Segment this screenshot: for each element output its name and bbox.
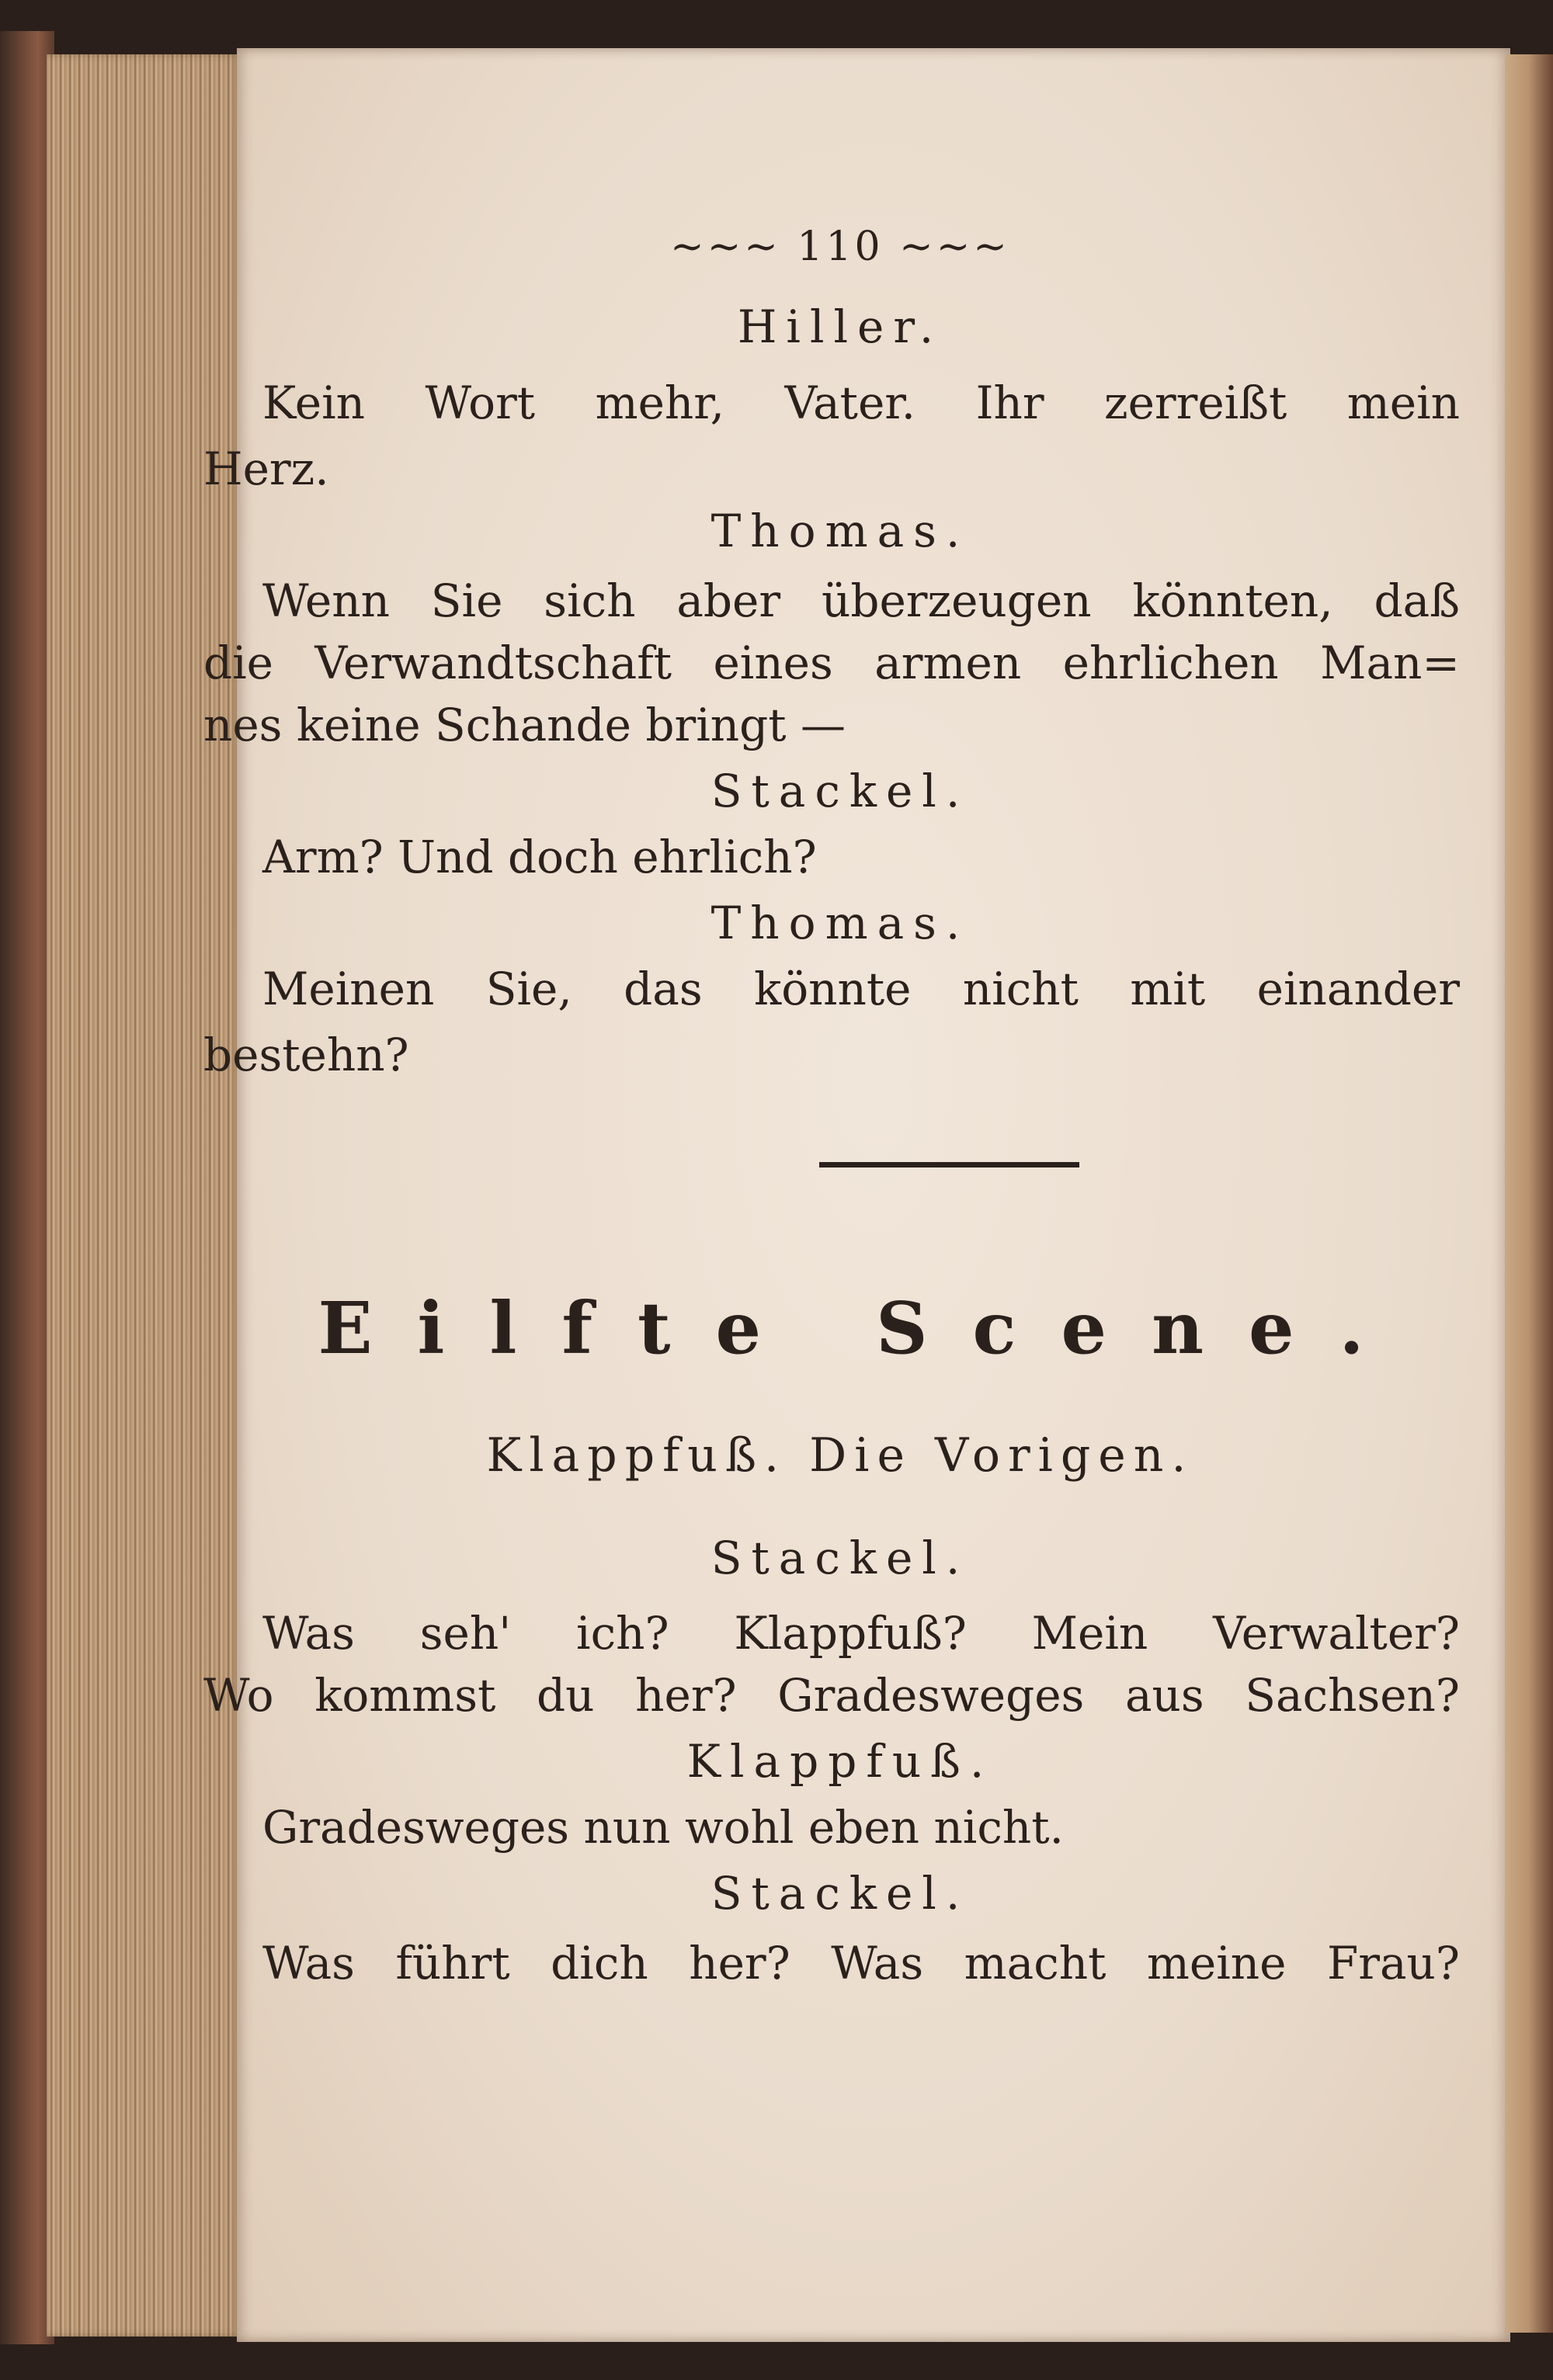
dialogue-line: Gradesweges nun wohl eben nicht. <box>262 1801 1064 1854</box>
speaker-name: Stackel. <box>710 1867 970 1920</box>
dialogue-line: die Verwandtschaft eines armen ehrlichen Man= <box>203 637 1460 689</box>
dialogue-line: Arm? Und doch ehrlich? <box>262 831 817 883</box>
speaker-name: Thomas. <box>710 505 970 557</box>
right-page-edge <box>1505 54 1553 2333</box>
dialogue-line: Wenn Sie sich aber überzeugen könnten, daß <box>262 574 1460 627</box>
dialogue-line: Was seh' ich? Klappfuß? Mein Verwalter? <box>262 1607 1460 1660</box>
speaker-name: Thomas. <box>710 897 970 949</box>
page-block-edge <box>47 54 241 2337</box>
dialogue-line: Herz. <box>203 442 329 495</box>
dialogue-line: bestehn? <box>203 1029 409 1081</box>
scene-title: Eilfte Scene. <box>318 1286 1409 1370</box>
section-divider <box>819 1162 1079 1167</box>
speaker-name: Stackel. <box>710 765 970 817</box>
speaker-name: Hiller. <box>737 300 943 353</box>
page-number-header: ~~~ 110 ~~~ <box>670 224 1010 270</box>
scene-cast: Klappfuß. Die Vorigen. <box>486 1428 1194 1483</box>
dialogue-line: Wo kommst du her? Gradesweges aus Sachsen? <box>203 1669 1460 1722</box>
dialogue-line: nes keine Schande bringt — <box>203 699 846 751</box>
dialogue-line: Was führt dich her? Was macht meine Frau? <box>262 1937 1460 1990</box>
dialogue-line: Kein Wort mehr, Vater. Ihr zerreißt mein <box>262 376 1460 429</box>
speaker-name: Klappfuß. <box>686 1735 994 1788</box>
speaker-name: Stackel. <box>710 1532 970 1584</box>
dialogue-line: Meinen Sie, das könnte nicht mit einander <box>262 963 1460 1015</box>
